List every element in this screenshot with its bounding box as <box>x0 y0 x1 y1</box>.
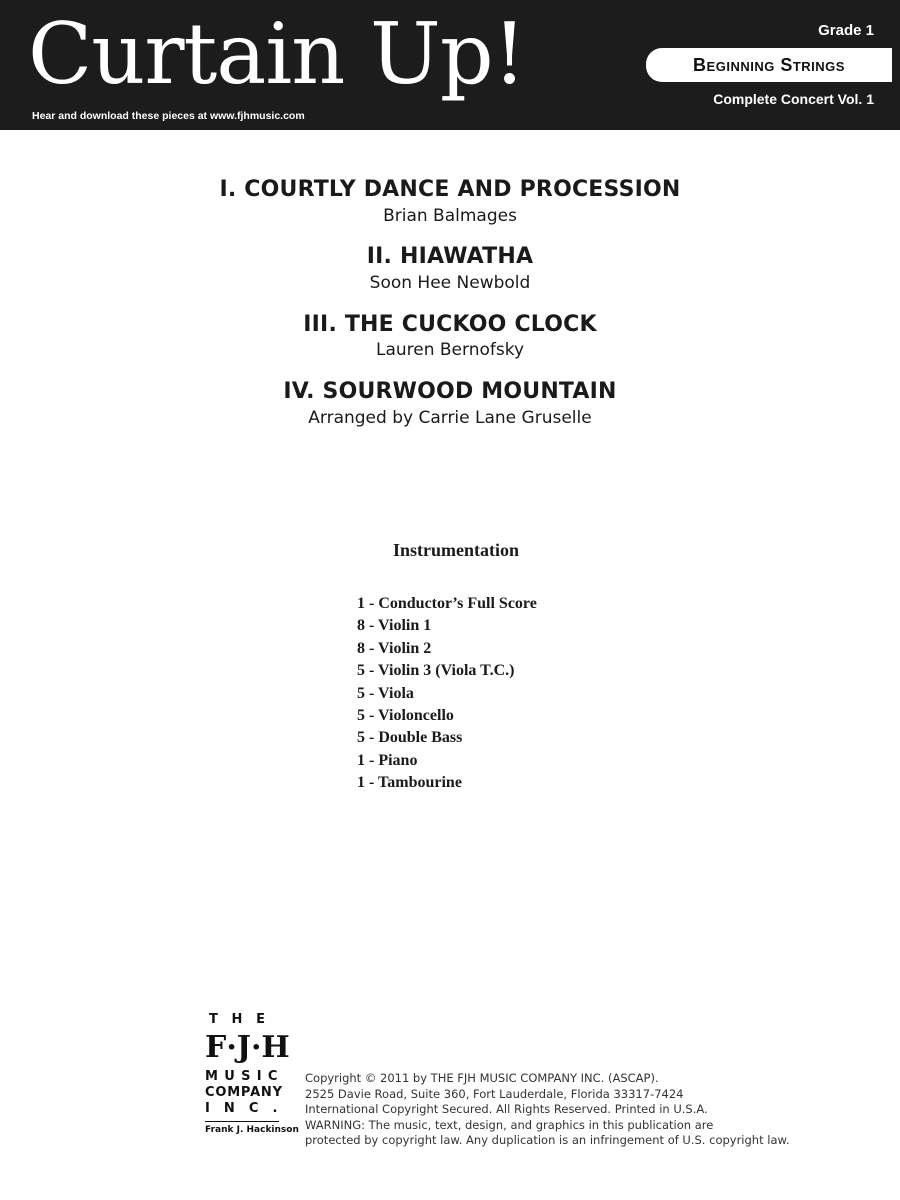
instrument-item: 1 - Piano <box>357 751 418 769</box>
download-note: Hear and download these pieces at www.fjhmusic.com <box>32 110 305 122</box>
instrument-item: 1 - Conductor’s Full Score <box>357 595 537 612</box>
instrument-item: 5 - Viola <box>357 684 414 702</box>
instrumentation-heading: Instrumentation <box>392 540 519 560</box>
piece-1 <box>0 176 900 228</box>
instrument-item: 8 - Violin 2 <box>357 639 432 657</box>
piece-title: IV. SOURWOOD MOUNTAIN <box>283 379 617 405</box>
series-title: Curtain Up! <box>28 5 526 103</box>
piece-composer: Arranged by Carrie Lane Gruselle <box>308 407 592 428</box>
logo-divider <box>205 1121 279 1122</box>
instrumentation-list <box>357 593 537 795</box>
header-banner <box>0 0 900 130</box>
piece-list <box>0 176 900 446</box>
logo-fjh: F · J · H <box>205 1030 290 1065</box>
piece-2 <box>0 243 900 295</box>
series-badge: Beginning Strings <box>646 48 892 82</box>
fjh-logo <box>205 1012 299 1148</box>
copyright-line: protected by copyright law. Any duplication is an infringement of U.S. copyright law. <box>305 1133 790 1147</box>
piece-composer: Brian Balmages <box>383 205 517 226</box>
instrument-item: 8 - Violin 1 <box>357 617 432 635</box>
piece-composer: Soon Hee Newbold <box>369 272 531 293</box>
logo-inc: I N C . <box>205 1101 279 1116</box>
logo-founder: Frank J. Hackinson <box>205 1125 299 1135</box>
piece-composer: Lauren Bernofsky <box>375 340 525 361</box>
copyright-line: 2525 Davie Road, Suite 360, Fort Lauderdale, Florida 33317-7424 <box>305 1086 684 1101</box>
copyright-line: WARNING: The music, text, design, and graphics in this publication are <box>305 1117 714 1132</box>
piece-3 <box>0 311 900 363</box>
concert-label: Complete Concert Vol. 1 <box>713 91 874 107</box>
logo-company: COMPANY <box>205 1085 283 1100</box>
piece-4 <box>0 378 900 430</box>
logo-the: T H E <box>209 1012 265 1027</box>
copyright-line: International Copyright Secured. All Rights Reserved. Printed in U.S.A. <box>305 1102 708 1116</box>
grade-label: Grade 1 <box>818 22 874 39</box>
instrument-item: 5 - Violoncello <box>357 706 454 724</box>
piece-title: II. HIAWATHA <box>366 244 534 270</box>
instrument-item: 1 - Tambourine <box>357 774 462 792</box>
copyright-line: Copyright © 2011 by THE FJH MUSIC COMPANY INC. (ASCAP). <box>305 1071 659 1085</box>
copyright-notice <box>305 1071 790 1149</box>
instrument-item: 5 - Violin 3 (Viola T.C.) <box>357 662 515 680</box>
piece-title: III. THE CUCKOO CLOCK <box>303 311 597 337</box>
piece-title: I. COURTLY DANCE AND PROCESSION <box>219 177 681 202</box>
logo-music: M U S I C <box>205 1069 279 1084</box>
instrument-item: 5 - Double Bass <box>357 729 463 747</box>
